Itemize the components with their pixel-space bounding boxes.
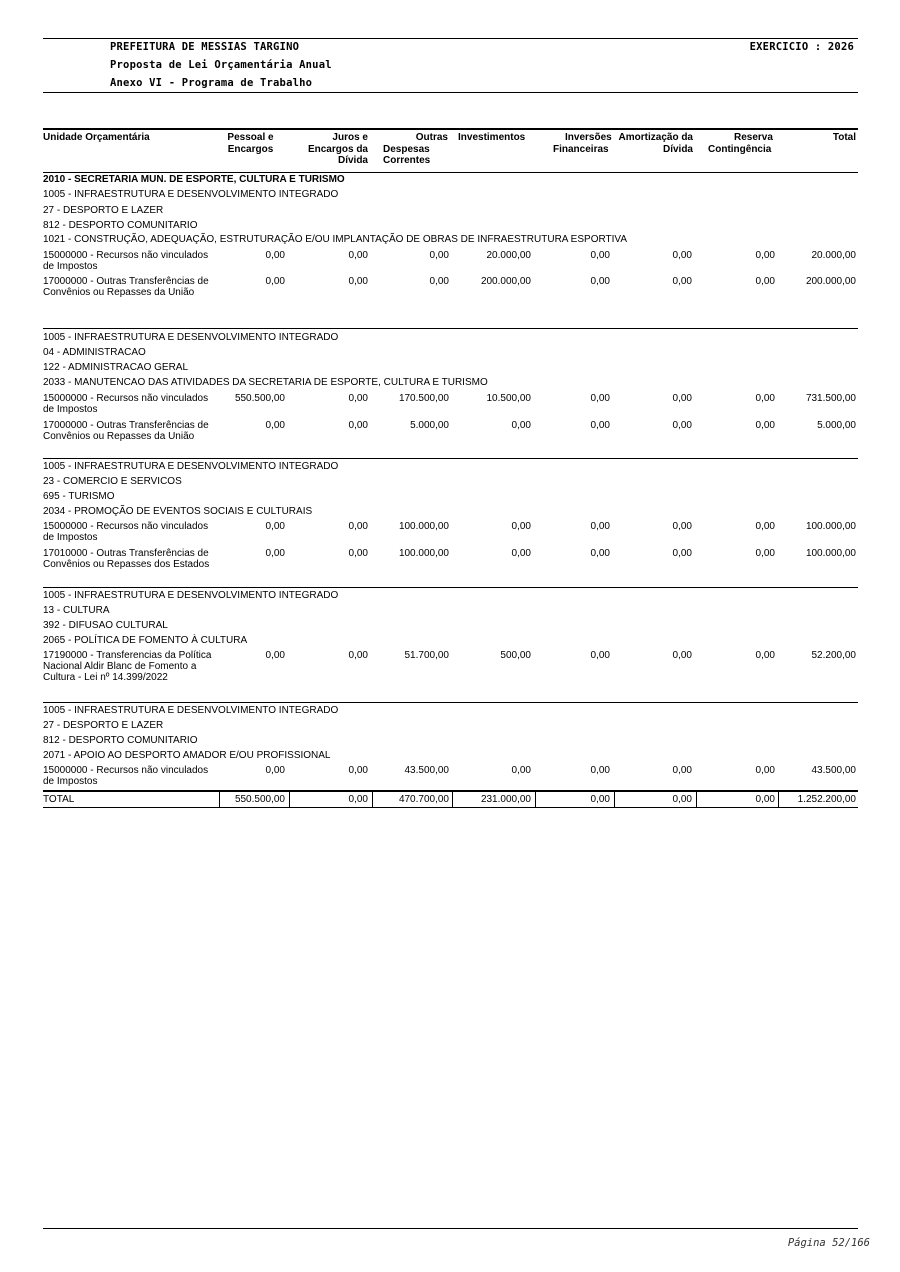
col-pessoal-l2: Encargos xyxy=(227,143,274,155)
val-reserva: 0,00 xyxy=(755,521,775,532)
table-row xyxy=(43,250,858,274)
val-pessoal: 0,00 xyxy=(265,650,285,661)
block3-action: 2034 - PROMOÇÃO DE EVENTOS SOCIAIS E CULTURAIS xyxy=(43,506,313,517)
col-outras-l2: Despesas xyxy=(383,143,430,155)
block3-function: 23 - COMERCIO E SERVICOS xyxy=(43,476,182,487)
block1-function: 27 - DESPORTO E LAZER xyxy=(43,205,164,216)
block-separator xyxy=(43,328,858,329)
row-label: 15000000 - Recursos não vinculados de Impostos xyxy=(43,250,209,272)
total-sep xyxy=(452,791,453,807)
val-juros: 0,00 xyxy=(348,420,368,431)
total-bottom-rule xyxy=(43,807,858,808)
table-top-rule xyxy=(43,128,858,130)
block1-program: 1005 - INFRAESTRUTURA E DESENVOLVIMENTO INTEGRADO xyxy=(43,189,339,200)
val-amortizacao: 0,00 xyxy=(672,250,692,261)
val-outras: 0,00 xyxy=(429,276,449,287)
row-label: 15000000 - Recursos não vinculados de Impostos xyxy=(43,521,209,543)
col-juros xyxy=(293,132,368,167)
val-pessoal: 0,00 xyxy=(265,250,285,261)
val-outras: 170.500,00 xyxy=(398,393,449,404)
val-amortizacao: 0,00 xyxy=(672,420,692,431)
col-outras-l1: Outras xyxy=(415,132,448,143)
total-label: TOTAL xyxy=(43,794,75,805)
row-label: 17190000 - Transferencias da Política Nacional Aldir Blanc de Fomento a Cultura - Lei nº 14.399/2022 xyxy=(43,650,212,683)
val-investimentos: 0,00 xyxy=(511,765,531,776)
total-investimentos: 231.000,00 xyxy=(480,794,531,805)
val-investimentos: 10.500,00 xyxy=(486,393,531,404)
block2-subfunction: 122 - ADMINISTRACAO GERAL xyxy=(43,362,189,373)
val-juros: 0,00 xyxy=(348,393,368,404)
total-sep xyxy=(778,791,779,807)
val-reserva: 0,00 xyxy=(755,548,775,559)
document-title: Proposta de Lei Orçamentária Anual xyxy=(110,59,332,71)
row-label: 15000000 - Recursos não vinculados de Impostos xyxy=(43,765,209,787)
block3-subfunction: 695 - TURISMO xyxy=(43,491,115,502)
val-outras: 100.000,00 xyxy=(398,521,449,532)
val-investimentos: 0,00 xyxy=(511,548,531,559)
val-total: 20.000,00 xyxy=(811,250,856,261)
total-sep xyxy=(289,791,290,807)
col-total: Total xyxy=(832,132,856,143)
total-total: 1.252.200,00 xyxy=(797,794,856,805)
val-amortizacao: 0,00 xyxy=(672,765,692,776)
val-investimentos: 0,00 xyxy=(511,521,531,532)
val-inversoes: 0,00 xyxy=(590,420,610,431)
val-juros: 0,00 xyxy=(348,276,368,287)
val-pessoal: 0,00 xyxy=(265,548,285,559)
total-top-rule xyxy=(43,790,858,792)
col-amortizacao-l1: Amortização da xyxy=(618,132,693,143)
val-inversoes: 0,00 xyxy=(590,276,610,287)
val-investimentos: 500,00 xyxy=(500,650,531,661)
val-juros: 0,00 xyxy=(348,548,368,559)
val-reserva: 0,00 xyxy=(755,276,775,287)
val-total: 100.000,00 xyxy=(805,548,856,559)
block5-program: 1005 - INFRAESTRUTURA E DESENVOLVIMENTO INTEGRADO xyxy=(43,705,339,716)
table-row xyxy=(43,420,858,456)
footer-rule xyxy=(43,1228,858,1229)
col-outras xyxy=(383,132,448,167)
table-row xyxy=(43,393,858,417)
block3-program: 1005 - INFRAESTRUTURA E DESENVOLVIMENTO INTEGRADO xyxy=(43,461,339,472)
row-label: 15000000 - Recursos não vinculados de Impostos xyxy=(43,393,209,415)
block5-subfunction: 812 - DESPORTO COMUNITARIO xyxy=(43,735,198,746)
val-pessoal: 0,00 xyxy=(265,420,285,431)
col-investimentos: Investimentos xyxy=(458,132,526,143)
total-sep xyxy=(219,791,220,807)
val-outras: 100.000,00 xyxy=(398,548,449,559)
val-amortizacao: 0,00 xyxy=(672,521,692,532)
row-label: 17000000 - Outras Transferências de Convênios ou Repasses da União xyxy=(43,420,209,442)
total-sep xyxy=(535,791,536,807)
val-inversoes: 0,00 xyxy=(590,393,610,404)
page-number: Página 52/166 xyxy=(787,1237,870,1249)
val-total: 200.000,00 xyxy=(805,276,856,287)
unit-title: 2010 - SECRETARIA MUN. DE ESPORTE, CULTURA E TURISMO xyxy=(43,174,345,185)
val-pessoal: 550.500,00 xyxy=(234,393,285,404)
val-outras: 43.500,00 xyxy=(404,765,449,776)
val-reserva: 0,00 xyxy=(755,650,775,661)
col-reserva-l2: Contingência xyxy=(708,143,772,155)
block2-function: 04 - ADMINISTRACAO xyxy=(43,347,146,358)
col-inversoes-l1: Inversões xyxy=(565,132,612,143)
val-inversoes: 0,00 xyxy=(590,765,610,776)
block4-function: 13 - CULTURA xyxy=(43,605,110,616)
col-amortizacao xyxy=(613,132,693,155)
total-sep xyxy=(372,791,373,807)
val-investimentos: 20.000,00 xyxy=(486,250,531,261)
val-pessoal: 0,00 xyxy=(265,276,285,287)
col-inversoes-l2: Financeiras xyxy=(553,143,609,155)
block4-program: 1005 - INFRAESTRUTURA E DESENVOLVIMENTO INTEGRADO xyxy=(43,590,339,601)
header-sep-rule xyxy=(43,172,858,173)
col-juros-l1: Juros e xyxy=(332,132,368,143)
entity-name: PREFEITURA DE MESSIAS TARGINO xyxy=(110,41,300,53)
val-reserva: 0,00 xyxy=(755,420,775,431)
val-reserva: 0,00 xyxy=(755,765,775,776)
val-amortizacao: 0,00 xyxy=(672,276,692,287)
total-sep xyxy=(696,791,697,807)
block1-action: 1021 - CONSTRUÇÃO, ADEQUAÇÃO, ESTRUTURAÇÃO E/OU IMPLANTAÇÃO DE OBRAS DE INFRAESTRUTURA ESPORTIVA xyxy=(43,234,627,245)
table-row xyxy=(43,521,858,545)
val-pessoal: 0,00 xyxy=(265,521,285,532)
col-inversoes xyxy=(553,132,612,155)
total-pessoal: 550.500,00 xyxy=(234,794,285,805)
val-reserva: 0,00 xyxy=(755,393,775,404)
val-outras: 51.700,00 xyxy=(404,650,449,661)
header-top-rule xyxy=(43,38,858,39)
col-outras-l3: Correntes xyxy=(383,155,431,166)
val-pessoal: 0,00 xyxy=(265,765,285,776)
total-outras: 470.700,00 xyxy=(398,794,449,805)
header-bottom-rule xyxy=(43,92,858,93)
col-pessoal xyxy=(213,132,288,155)
block-separator xyxy=(43,702,858,703)
col-unit: Unidade Orçamentária xyxy=(43,132,150,143)
val-investimentos: 200.000,00 xyxy=(480,276,531,287)
col-juros-l3: Dívida xyxy=(337,155,368,166)
val-investimentos: 0,00 xyxy=(511,420,531,431)
annex-title: Anexo VI - Programa de Trabalho xyxy=(110,77,313,89)
val-inversoes: 0,00 xyxy=(590,650,610,661)
val-inversoes: 0,00 xyxy=(590,521,610,532)
col-pessoal-l1: Pessoal e xyxy=(227,132,274,143)
val-total: 100.000,00 xyxy=(805,521,856,532)
val-total: 52.200,00 xyxy=(811,650,856,661)
val-juros: 0,00 xyxy=(348,521,368,532)
val-juros: 0,00 xyxy=(348,765,368,776)
val-inversoes: 0,00 xyxy=(590,548,610,559)
block-separator xyxy=(43,587,858,588)
exercise-year: EXERCICIO : 2026 xyxy=(749,41,854,53)
val-total: 731.500,00 xyxy=(805,393,856,404)
val-outras: 0,00 xyxy=(429,250,449,261)
col-reserva xyxy=(708,132,773,155)
val-inversoes: 0,00 xyxy=(590,250,610,261)
row-label: 17010000 - Outras Transferências de Convênios ou Repasses dos Estados xyxy=(43,548,210,570)
val-juros: 0,00 xyxy=(348,250,368,261)
total-sep xyxy=(614,791,615,807)
val-amortizacao: 0,00 xyxy=(672,393,692,404)
block4-subfunction: 392 - DIFUSAO CULTURAL xyxy=(43,620,168,631)
col-amortizacao-l2: Dívida xyxy=(662,143,693,155)
val-total: 43.500,00 xyxy=(811,765,856,776)
block1-subfunction: 812 - DESPORTO COMUNITARIO xyxy=(43,220,198,231)
total-inversoes: 0,00 xyxy=(590,794,610,805)
total-reserva: 0,00 xyxy=(755,794,775,805)
block-separator xyxy=(43,458,858,459)
total-juros: 0,00 xyxy=(348,794,368,805)
total-row xyxy=(43,794,858,806)
val-juros: 0,00 xyxy=(348,650,368,661)
val-reserva: 0,00 xyxy=(755,250,775,261)
val-amortizacao: 0,00 xyxy=(672,548,692,559)
block5-action: 2071 - APOIO AO DESPORTO AMADOR E/OU PROFISSIONAL xyxy=(43,750,331,761)
block4-action: 2065 - POLÍTICA DE FOMENTO À CULTURA xyxy=(43,635,248,646)
block2-action: 2033 - MANUTENCAO DAS ATIVIDADES DA SECRETARIA DE ESPORTE, CULTURA E TURISMO xyxy=(43,377,488,388)
table-row xyxy=(43,650,858,698)
col-reserva-l1: Reserva xyxy=(734,132,773,143)
val-total: 5.000,00 xyxy=(817,420,856,431)
val-amortizacao: 0,00 xyxy=(672,650,692,661)
val-outras: 5.000,00 xyxy=(410,420,449,431)
table-row xyxy=(43,765,858,789)
row-label: 17000000 - Outras Transferências de Convênios ou Repasses da União xyxy=(43,276,209,298)
block2-program: 1005 - INFRAESTRUTURA E DESENVOLVIMENTO INTEGRADO xyxy=(43,332,339,343)
table-row xyxy=(43,548,858,584)
block5-function: 27 - DESPORTO E LAZER xyxy=(43,720,164,731)
col-juros-l2: Encargos da xyxy=(307,143,368,155)
total-amortizacao: 0,00 xyxy=(672,794,692,805)
table-row xyxy=(43,276,858,312)
